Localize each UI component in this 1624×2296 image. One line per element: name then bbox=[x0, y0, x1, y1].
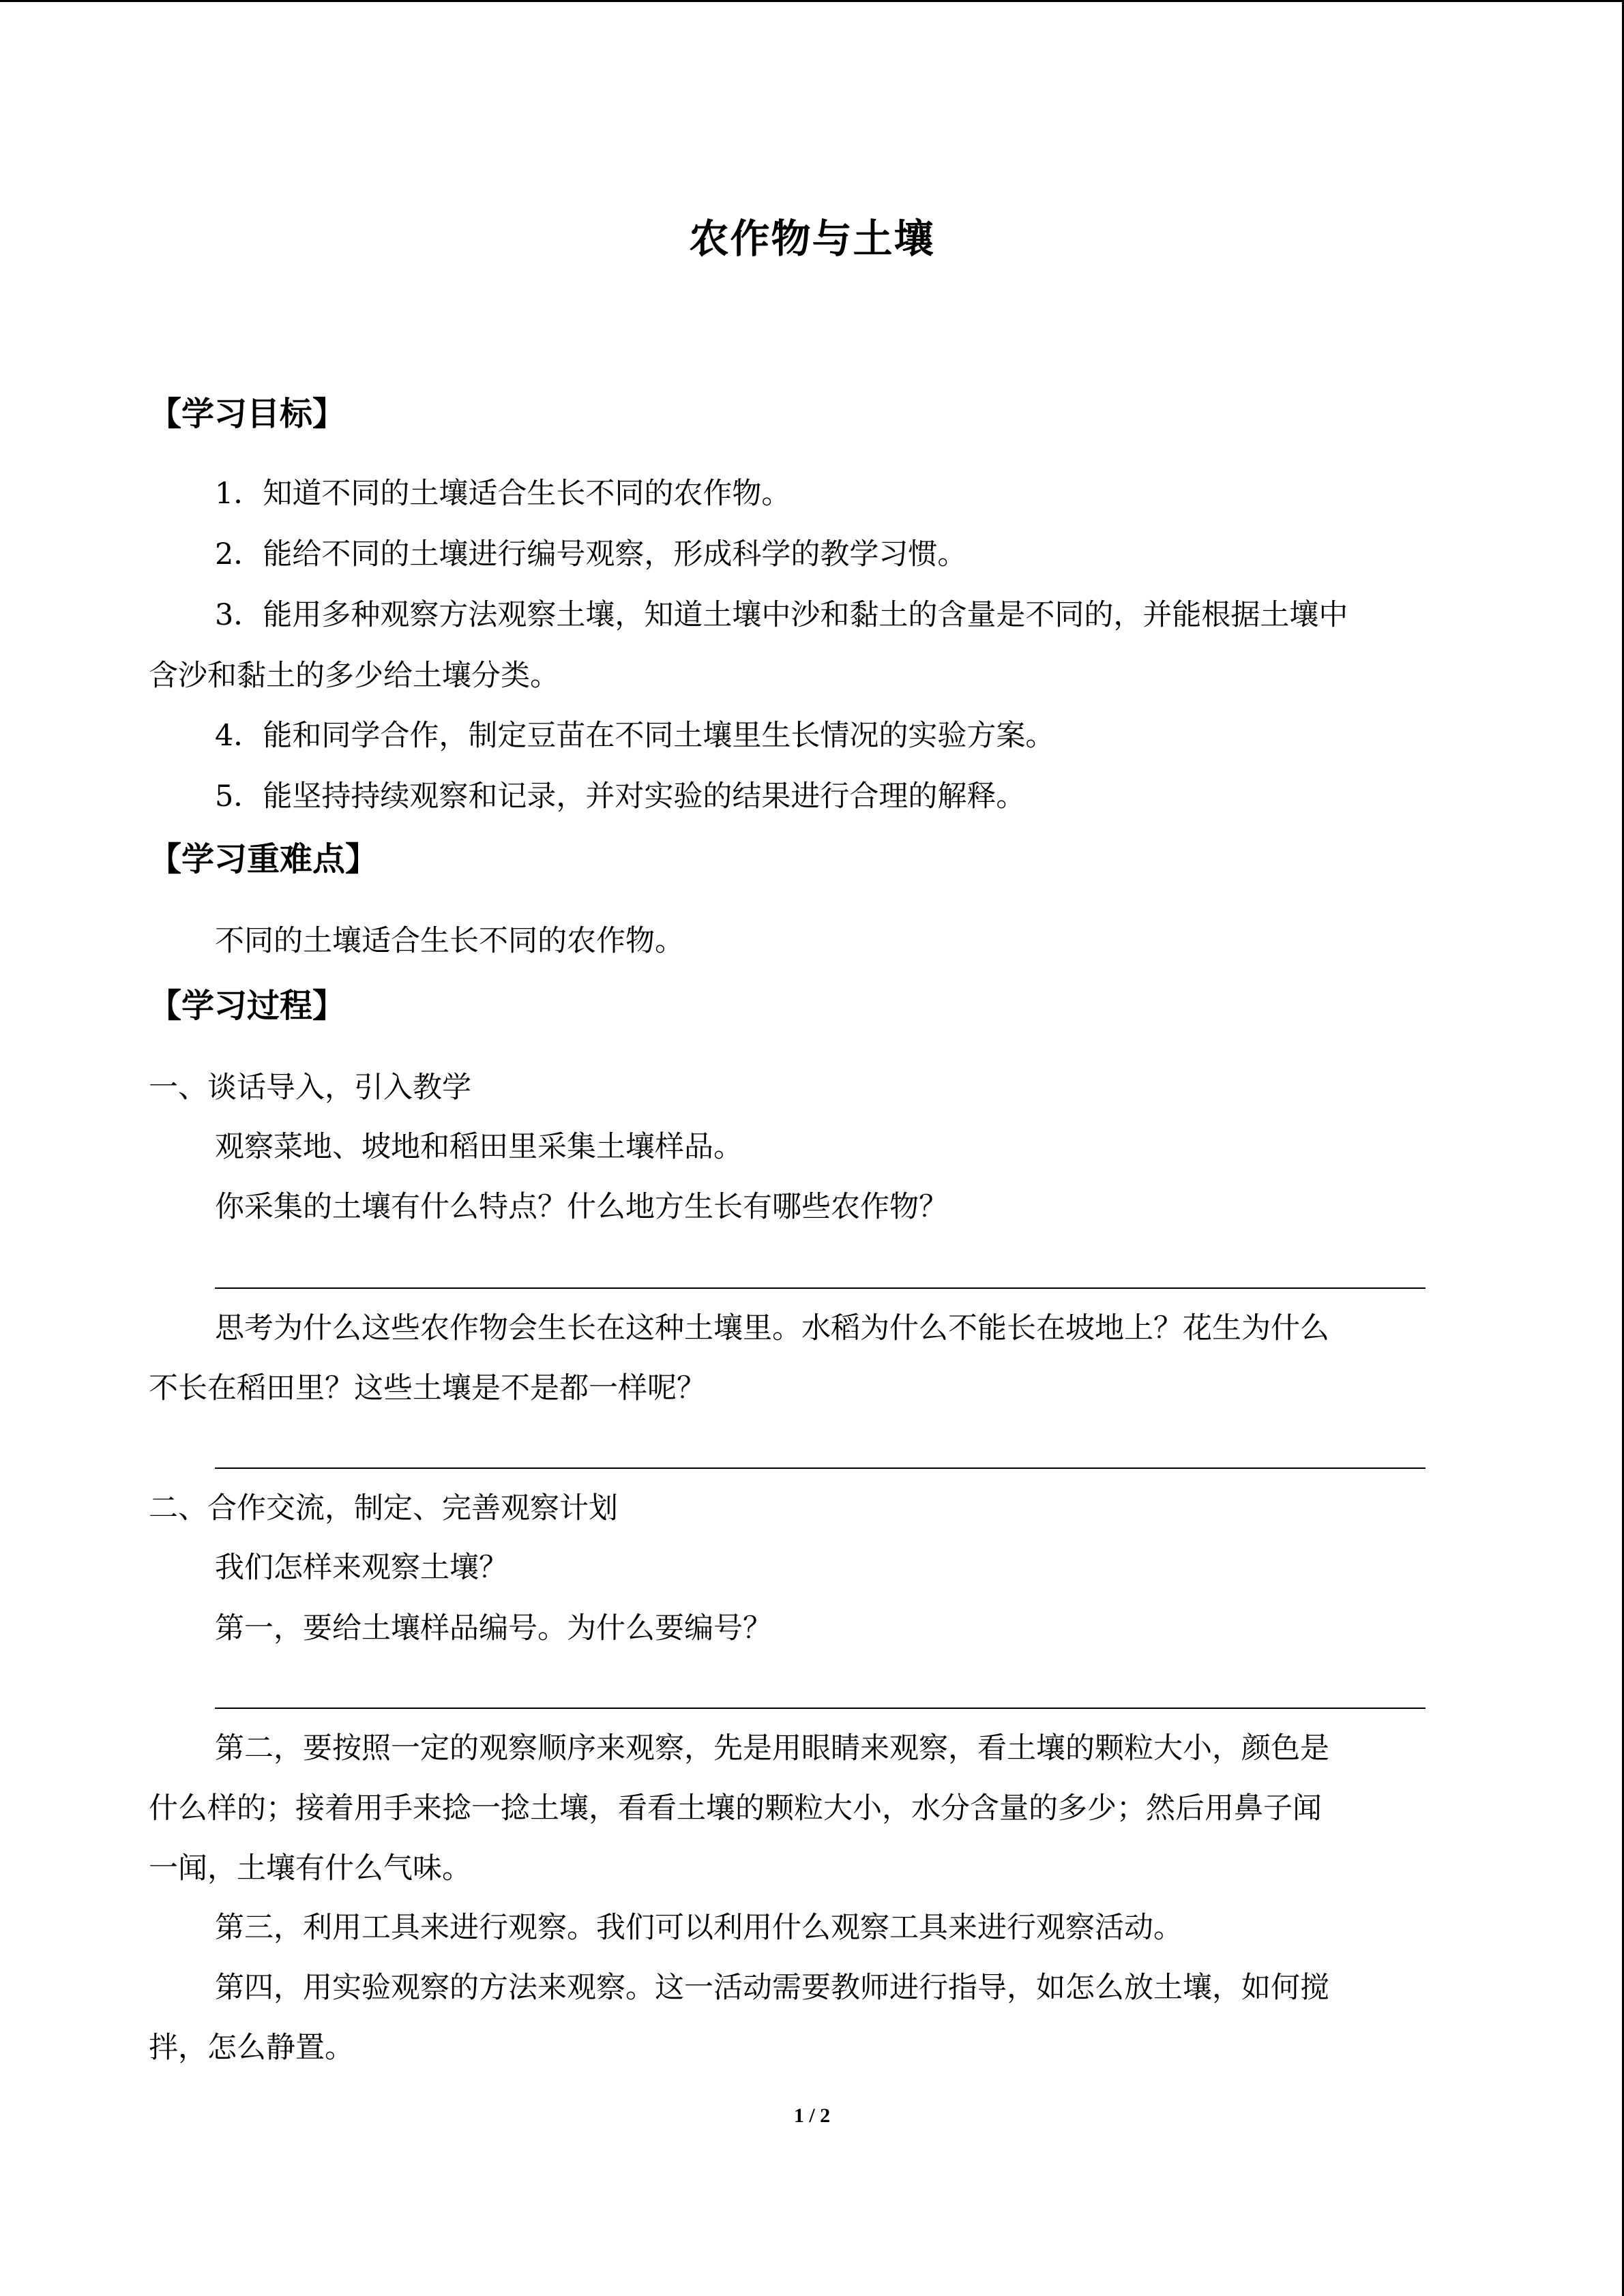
objective-item-4: 4．能和同学合作，制定豆苗在不同土壤里生长情况的实验方案。 bbox=[215, 719, 1055, 753]
section2-line-8: 拌，怎么静置。 bbox=[149, 2031, 354, 2065]
objective-item-5: 5．能坚持持续观察和记录，并对实验的结果进行合理的解释。 bbox=[215, 779, 1026, 814]
answer-blank-line-2 bbox=[215, 1467, 1426, 1469]
section1-line-3: 思考为什么这些农作物会生长在这种土壤里。水稻为什么不能长在坡地上？花生为什么 bbox=[215, 1311, 1329, 1345]
key-points-heading: 【学习重难点】 bbox=[149, 840, 379, 878]
section1-title: 一、谈话导入，引入教学 bbox=[149, 1071, 471, 1105]
section2-line-6: 第三，利用工具来进行观察。我们可以利用什么观察工具来进行观察活动。 bbox=[215, 1911, 1183, 1945]
section2-line-5: 一闻，土壤有什么气味。 bbox=[149, 1851, 471, 1885]
section2-line-1: 我们怎样来观察土壤？ bbox=[215, 1551, 508, 1585]
section1-line-1: 观察菜地、坡地和稻田里采集土壤样品。 bbox=[215, 1130, 743, 1164]
objectives-heading: 【学习目标】 bbox=[149, 395, 346, 433]
page-number: 1 / 2 bbox=[793, 2104, 831, 2127]
objective-item-1: 1．知道不同的土壤适合生长不同的农作物。 bbox=[215, 477, 791, 511]
answer-blank-line-1 bbox=[215, 1287, 1426, 1289]
answer-blank-line-3 bbox=[215, 1708, 1426, 1709]
key-points-text: 不同的土壤适合生长不同的农作物。 bbox=[215, 924, 684, 958]
section2-line-4: 什么样的；接着用手来捻一捻土壤，看看土壤的颗粒大小，水分含量的多少；然后用鼻子闻 bbox=[149, 1791, 1322, 1825]
document-title: 农作物与土壤 bbox=[689, 215, 935, 262]
process-heading: 【学习过程】 bbox=[149, 987, 346, 1025]
section1-line-4: 不长在稻田里？这些土壤是不是都一样呢？ bbox=[149, 1371, 706, 1405]
section2-line-7: 第四，用实验观察的方法来观察。这一活动需要教师进行指导，如怎么放土壤，如何搅 bbox=[215, 1971, 1329, 2005]
section2-title: 二、合作交流，制定、完善观察计划 bbox=[149, 1491, 618, 1525]
objective-item-3-continued: 含沙和黏土的多少给土壤分类。 bbox=[149, 659, 559, 693]
section2-line-2: 第一，要给土壤样品编号。为什么要编号？ bbox=[215, 1611, 772, 1645]
objective-item-3: 3．能用多种观察方法观察土壤，知道土壤中沙和黏土的含量是不同的，并能根据土壤中 bbox=[215, 598, 1348, 632]
objective-item-2: 2．能给不同的土壤进行编号观察，形成科学的教学习惯。 bbox=[215, 537, 967, 571]
section2-line-3: 第二，要按照一定的观察顺序来观察，先是用眼睛来观察，看土壤的颗粒大小，颜色是 bbox=[215, 1731, 1329, 1765]
page-border-top bbox=[0, 0, 1624, 2]
section1-line-2: 你采集的土壤有什么特点？什么地方生长有哪些农作物？ bbox=[215, 1190, 948, 1224]
